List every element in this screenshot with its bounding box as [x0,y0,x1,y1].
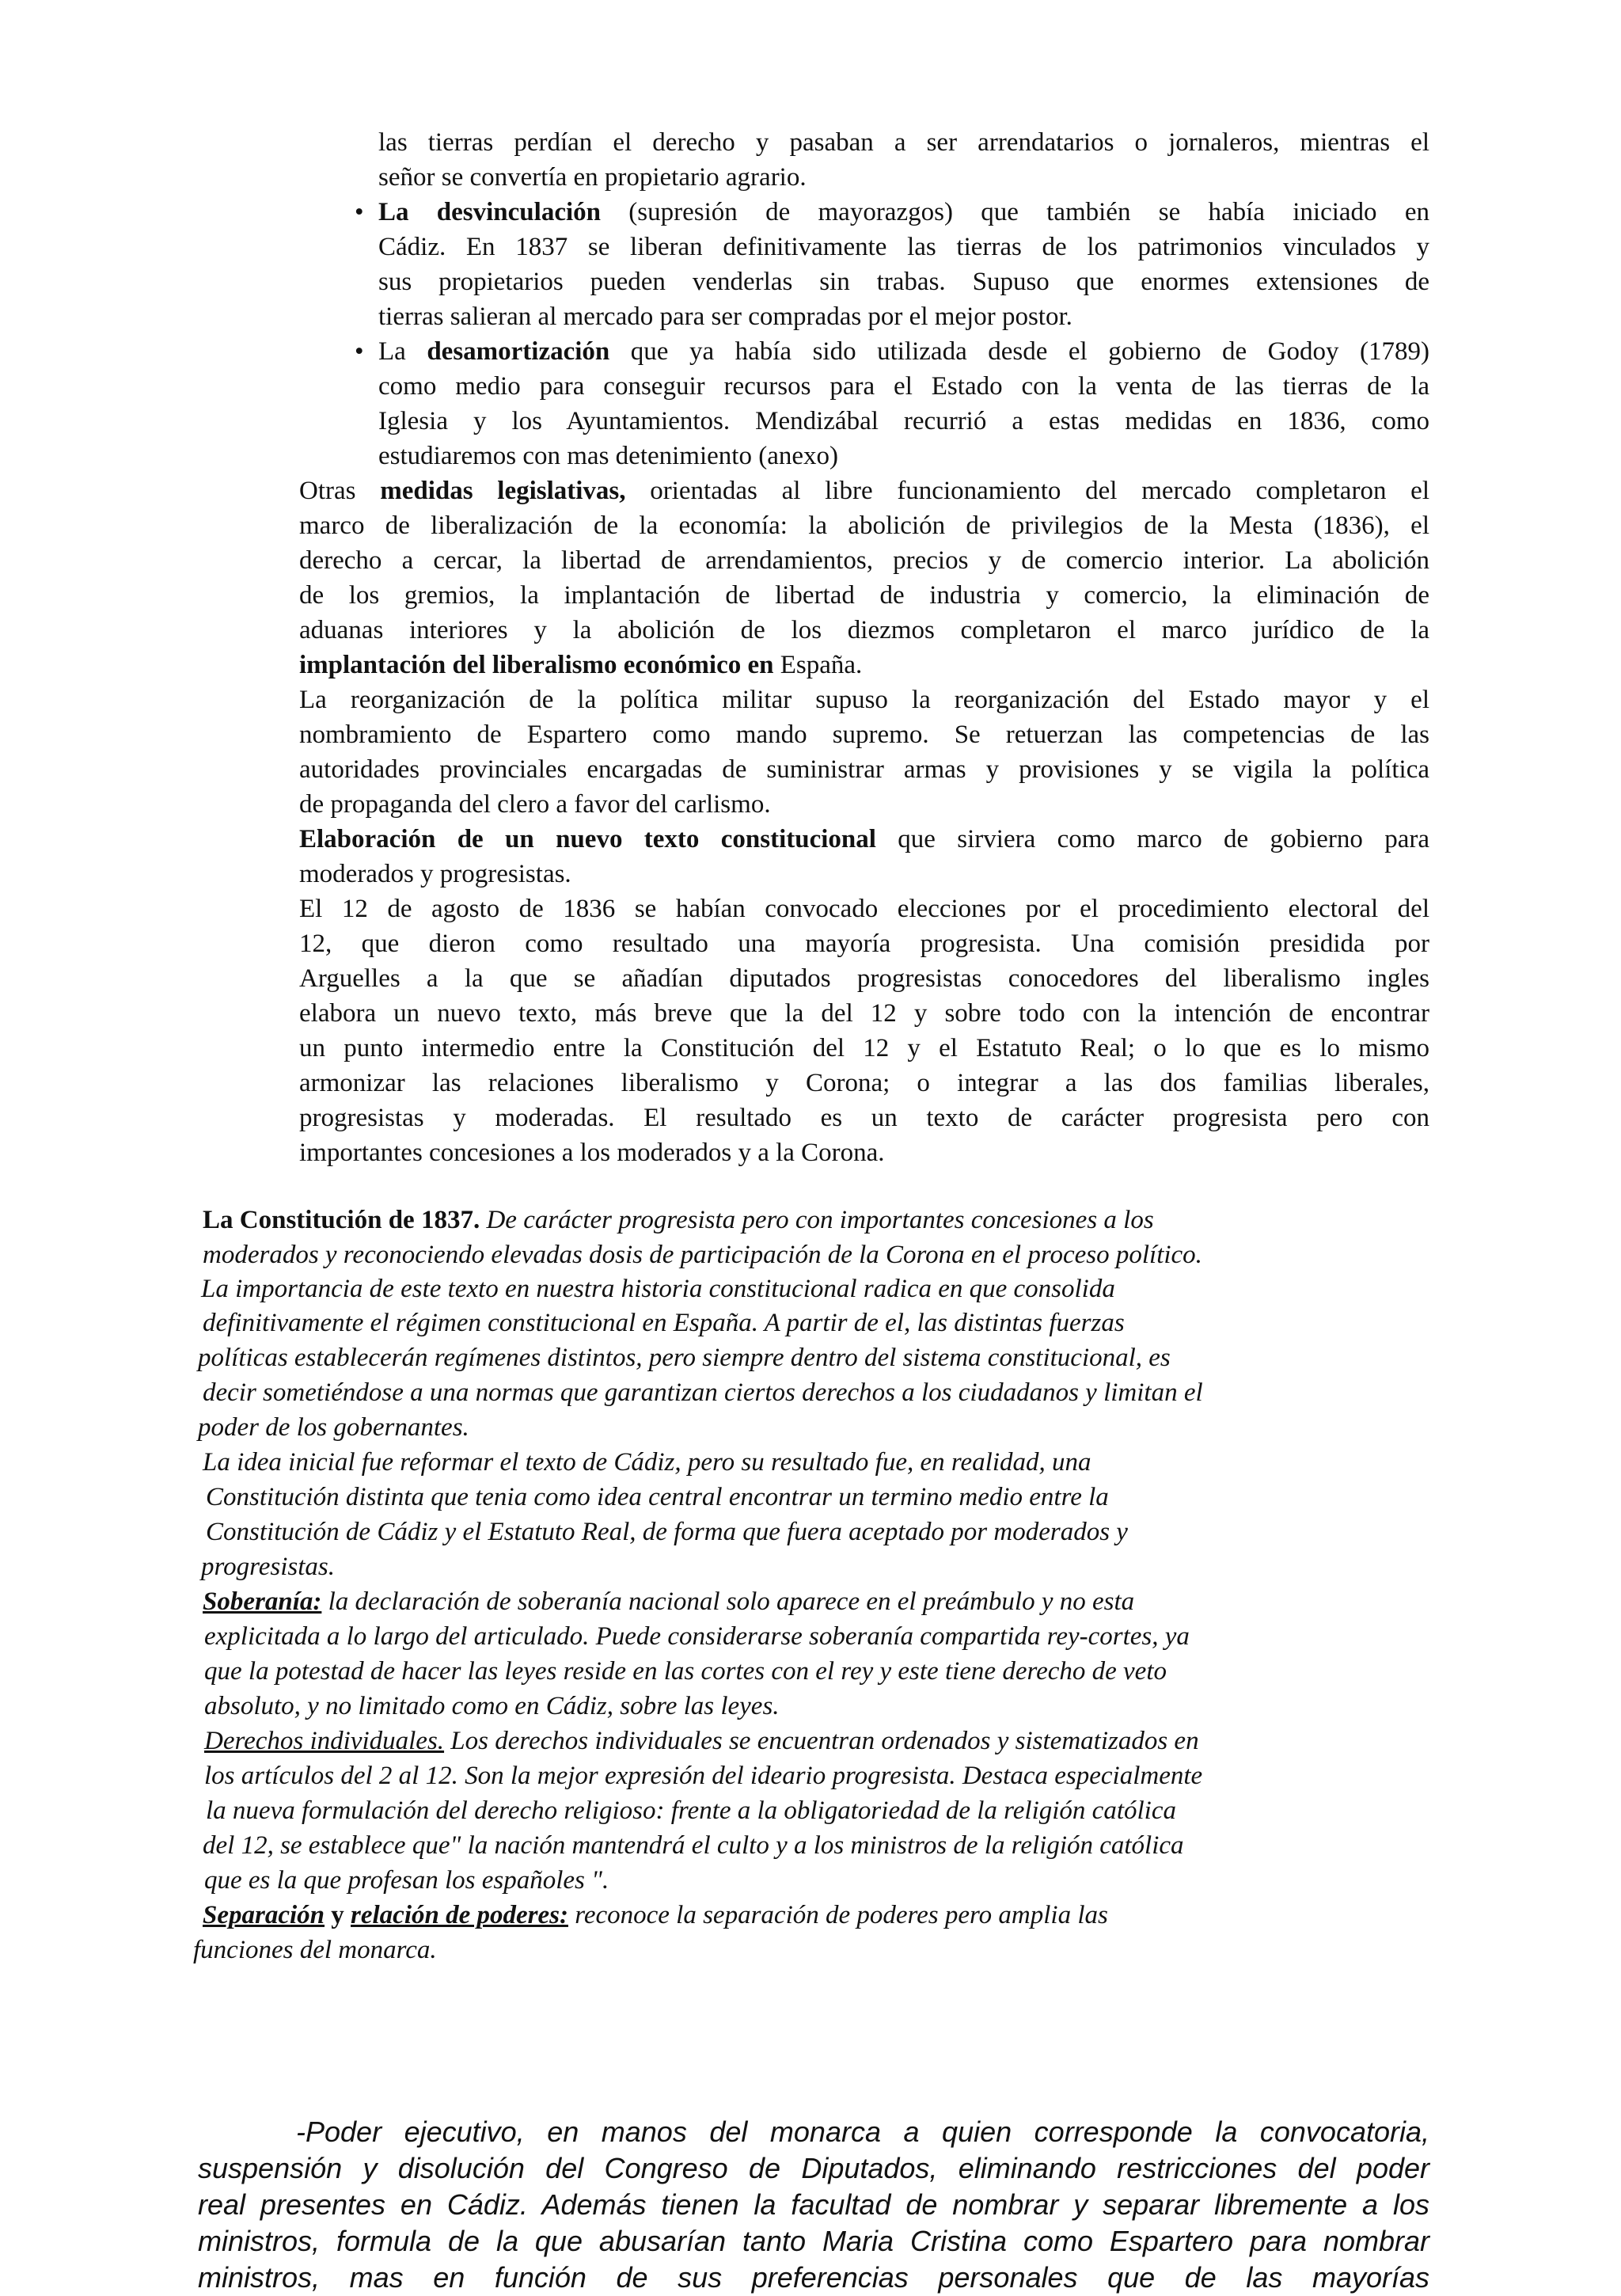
separacion-line [203,1899,1108,1933]
constitucion-heading-line [203,1203,1154,1238]
text-line: los artículos del 2 al 12. Son la mejor expresión del ideario progresista. Destaca especialmente [204,1762,1203,1790]
bold-term: implantación del liberalismo económico en [299,651,774,679]
text-line: autoridades provinciales encargadas de suministrar armas y provisiones y se vigila la política [299,755,1429,784]
text-line [378,334,1429,369]
text-line: políticas establecerán regímenes distintos, pero siempre dentro del sistema constitucional, es [198,1344,1171,1372]
text-line: Iglesia y los Ayuntamientos. Mendizábal recurrió a estas medidas en 1836, como [378,407,1429,435]
text-line: aduanas interiores y la abolición de los diezmos completaron el marco jurídico de la [299,616,1429,644]
text-line: sus propietarios pueden venderlas sin trabas. Supuso que enormes extensiones de [378,268,1429,296]
paragraph-medidas [299,473,1429,682]
text-line: elabora un nuevo texto, más breve que la del 12 y sobre todo con la intención de encontrar [299,999,1429,1028]
text-run: Los derechos individuales se encuentran ordenados y sistematizados en [444,1727,1199,1755]
bullet-icon: • [355,337,364,366]
text-line [299,651,862,679]
bullet-icon: • [355,198,364,226]
bold-term: medidas legislativas, [380,477,626,505]
text-run: De carácter progresista pero con importantes concesiones a los [480,1206,1154,1234]
text-line: del 12, se establece que" la nación mantendrá el culto y a los ministros de la religión católica [203,1831,1184,1860]
text-line: El 12 de agosto de 1836 se habían convocado elecciones por el procedimiento electoral del [299,895,1429,923]
text-line: que es la que profesan los españoles ". [204,1866,609,1895]
text-line: progresistas y moderadas. El resultado es un texto de carácter progresista pero con [299,1104,1429,1132]
text-line: importantes concesiones a los moderados y a la Corona. [299,1138,885,1167]
text-line [299,473,1429,508]
text-line: nombramiento de Espartero como mando supremo. Se retuerzan las competencias de las [299,720,1429,749]
text-run: Otras [299,477,381,505]
section-title: La Constitución de 1837. [203,1206,480,1234]
text-run: la declaración de soberanía nacional solo aparece en el preámbulo y no esta [321,1587,1135,1616]
text-line: estudiaremos con mas detenimiento (anexo) [378,442,838,470]
text-line: de propaganda del clero a favor del carlismo. [299,790,771,819]
text-run: orientadas al libre funcionamiento del mercado completaron el [625,477,1429,505]
text-line [299,822,1429,857]
text-line [378,195,1429,230]
text-run: que ya había sido utilizada desde el gobierno de Godoy (1789) [609,337,1429,366]
text-line: ministros, formula de la que abusarían tanto Maria Cristina como Espartero para nombrar [198,2225,1429,2257]
text-line: Constitución distinta que tenia como idea central encontrar un termino medio entre la [206,1483,1109,1511]
text-line: real presentes en Cádiz. Además tienen la facultad de nombrar y separar libremente a los [198,2188,1429,2221]
text-line: las tierras perdían el derecho y pasaban a ser arrendatarios o jornaleros, mientras el [378,128,1429,157]
text-line: un punto intermedio entre la Constitución del 12 y el Estatuto Real; o lo que es lo mismo [299,1034,1429,1062]
text-line: tierras salieran al mercado para ser compradas por el mejor postor. [378,302,1072,331]
bold-term: Elaboración de un nuevo texto constitucional [299,825,876,853]
paragraph-elecciones [299,891,1429,1170]
separacion-connector: y [325,1901,351,1929]
paragraph-elaboracion [299,822,1429,891]
text-run: que sirviera como marco de gobierno para [875,825,1429,853]
text-line: absoluto, y no limitado como en Cádiz, sobre las leyes. [204,1692,780,1720]
paragraph-continuation [378,125,1429,195]
derechos-label: Derechos individuales. [204,1727,445,1755]
text-line: poder de los gobernantes. [198,1413,469,1442]
paragraph-militar [299,682,1429,822]
text-line: como medio para conseguir recursos para el Estado con la venta de las tierras de la [378,372,1429,401]
text-line: suspensión y disolución del Congreso de Diputados, eliminando restricciones del poder [198,2152,1429,2184]
text-line: La reorganización de la política militar supuso la reorganización del Estado mayor y el [299,686,1429,714]
text-line: moderados y reconociendo elevadas dosis de participación de la Corona en el proceso político. [203,1241,1202,1269]
text-line: explicitada a lo largo del articulado. Puede considerarse soberanía compartida rey-cortes, ya [204,1622,1190,1651]
text-line: Cádiz. En 1837 se liberan definitivamente las tierras de los patrimonios vinculados y [378,233,1429,261]
text-line: de los gremios, la implantación de libertad de industria y comercio, la eliminación de [299,581,1429,610]
soberania-line [203,1585,1134,1620]
soberania-label: Soberanía: [203,1587,322,1616]
bullet-desamortizacion [355,334,1429,473]
text-line: funciones del monarca. [193,1936,437,1964]
bold-term: La desvinculación [378,198,601,226]
text-run: La [378,337,427,366]
text-line: La importancia de este texto en nuestra historia constitucional radica en que consolida [201,1275,1115,1303]
relacion-label: relación de poderes: [351,1901,568,1929]
bullet-desvinculacion [355,195,1429,334]
text-run: España. [773,651,863,679]
text-line: La idea inicial fue reformar el texto de Cádiz, pero su resultado fue, en realidad, una [203,1448,1091,1477]
text-line: la nueva formulación del derecho religioso: frente a la obligatoriedad de la religión católica [206,1796,1176,1825]
text-line: marco de liberalización de la economía: la abolición de privilegios de la Mesta (1836), el [299,511,1429,540]
poder-ejecutivo-section [198,2114,1429,2296]
text-line: -Poder ejecutivo, en manos del monarca a quien corresponde la convocatoria, [296,2115,1429,2148]
text-line: Arguelles a la que se añadían diputados progresistas conocedores del liberalismo ingles [299,964,1429,993]
bold-term: desamortización [427,337,610,366]
text-run: (supresión de mayorazgos) que también se había iniciado en [628,198,1429,226]
text-line: que la potestad de hacer las leyes reside en las cortes con el rey y este tiene derecho de veto [204,1657,1167,1686]
text-line: armonizar las relaciones liberalismo y Corona; o integrar a las dos familias liberales, [299,1069,1429,1097]
text-run: reconoce la separación de poderes pero amplia las [568,1901,1108,1929]
separacion-label: Separación [203,1901,325,1929]
text-line: decir sometiéndose a una normas que garantizan ciertos derechos a los ciudadanos y limitan el [203,1378,1203,1407]
text-line: Constitución de Cádiz y el Estatuto Real, de forma que fuera aceptado por moderados y [206,1518,1128,1546]
derechos-line [204,1724,1199,1759]
text-line: señor se convertía en propietario agrario. [378,163,807,192]
text-line: ministros, mas en función de sus preferencias personales que de las mayorías [198,2261,1429,2294]
text-line: definitivamente el régimen constitucional en España. A partir de el, las distintas fuerzas [203,1309,1125,1337]
text-line: moderados y progresistas. [299,860,571,888]
text-line: 12, que dieron como resultado una mayoría progresista. Una comisión presidida por [299,929,1429,958]
text-line: derecho a cercar, la libertad de arrendamientos, precios y de comercio interior. La abolición [299,546,1429,575]
text-line: progresistas. [201,1553,335,1581]
